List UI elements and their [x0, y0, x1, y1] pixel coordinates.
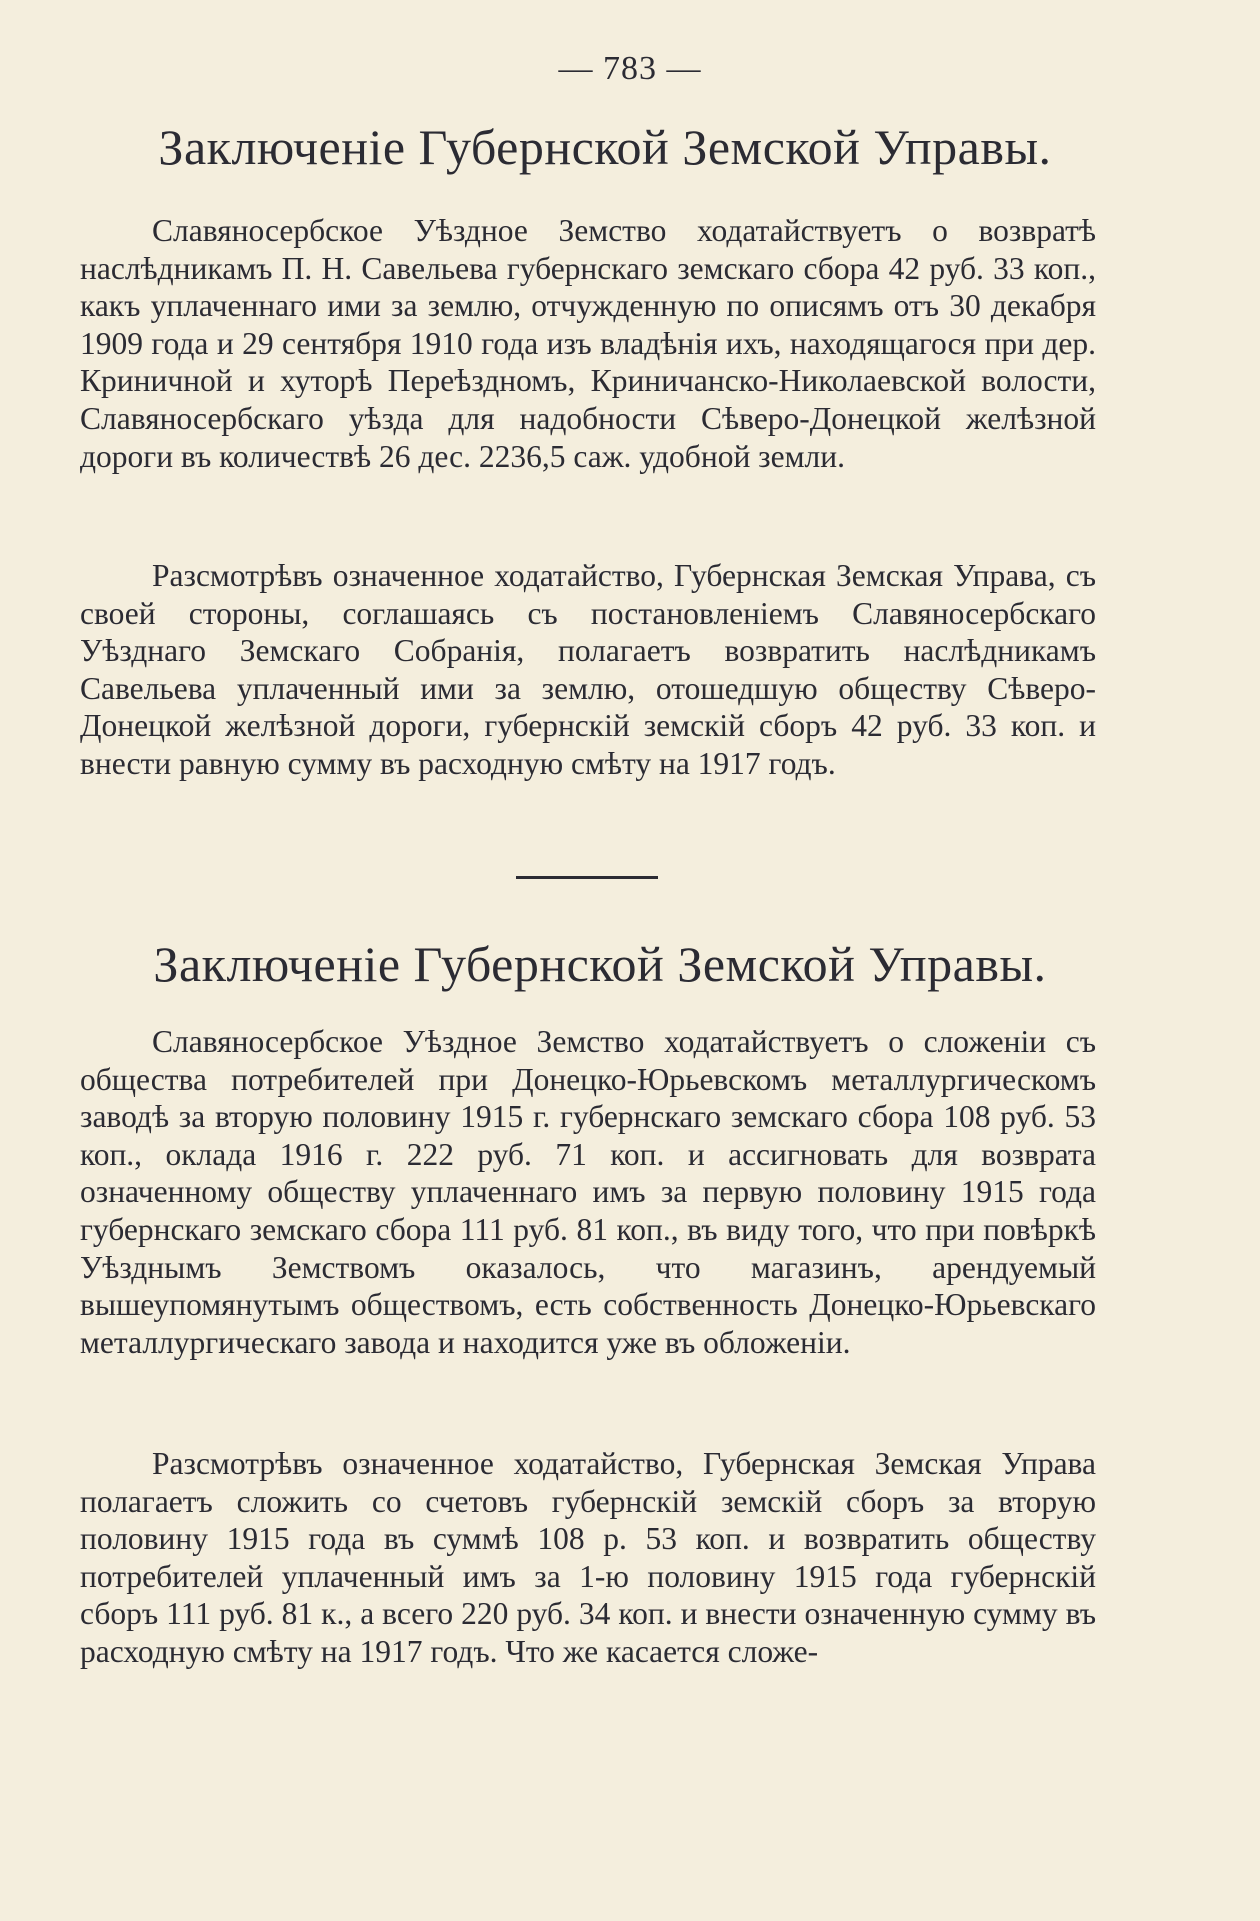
section-2-heading: Заключеніе Губернской Земской Управы. [153, 936, 1047, 992]
section-2-paragraph-1: Славяносербское Уѣздное Земство ходатайствуетъ о сложеніи съ общества потребителей при Донецко-Юрьевскомъ металлургическомъ заводѣ за вторую половину 1915 г. губернскаго земскаго сбора 108 руб. 53 коп., оклада 1916 г. 222 руб. 71 коп. и ассигновать для возврата означенному обществу уплаченнаго имъ за первую половину 1915 года губернскаго земскаго сбора 111 руб. 81 коп., въ виду того, что при повѣркѣ Уѣзднымъ Земствомъ оказалось, что магазинъ, арендуемый вышеупомянутымъ обществомъ, есть собственность Донецко-Юрьевскаго металлургическаго завода и находится уже въ обложеніи. [80, 1024, 1096, 1360]
section-1-paragraph-1: Славяносербское Уѣздное Земство ходатайствуетъ о возвратѣ наслѣдникамъ П. Н. Савельева губернскаго земскаго сбора 42 руб. 33 коп., какъ уплаченнаго ими за землю, отчужденную по описямъ отъ 30 декабря 1909 года и 29 сентября 1910 года изъ владѣнія ихъ, находящагося при дер. Криничной и хуторѣ Переѣздномъ, Криничанско-Николаевской волости, Славяносербскаго уѣзда для надобности Сѣверо-Донецкой желѣзной дороги въ количествѣ 26 дес. 2236,5 саж. удобной земли. [80, 213, 1096, 474]
section-divider [516, 876, 658, 879]
section-1-heading: Заключеніе Губернской Земской Управы. [158, 119, 1052, 175]
section-1-paragraph-2: Разсмотрѣвъ означенное ходатайство, Губернская Земская Управа, съ своей стороны, соглашаясь съ постановленіемъ Славяносербскаго Уѣзднаго Земскаго Собранія, полагаетъ возвратить наслѣдникамъ Савельева уплаченный ими за землю, отошедшую обществу Сѣверо-Донецкой желѣзной дороги, губернскій земскій сборъ 42 руб. 33 коп. и внести равную сумму въ расходную смѣту на 1917 годъ. [80, 558, 1096, 781]
section-2-paragraph-2: Разсмотрѣвъ означенное ходатайство, Губернская Земская Управа полагаетъ сложить со счетовъ губернскій земскій сборъ за вторую половину 1915 года въ суммѣ 108 р. 53 коп. и возвратить обществу потребителей уплаченный имъ за 1-ю половину 1915 года губернскій сборъ 111 руб. 81 к., а всего 220 руб. 34 коп. и внести означенную сумму въ расходную смѣту на 1917 годъ. Что же касается сложе- [80, 1446, 1096, 1669]
page-number: — 783 — [558, 50, 702, 87]
